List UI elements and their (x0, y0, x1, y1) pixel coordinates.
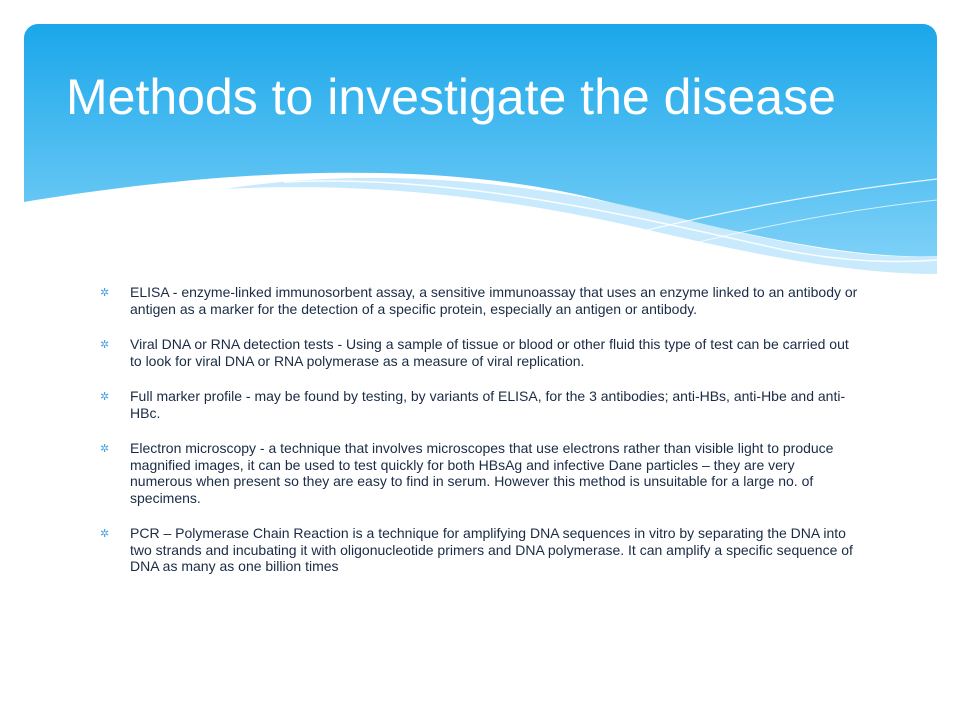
bullet-item-electron-microscopy (100, 440, 860, 506)
bullet-icon: ✲ (100, 339, 110, 351)
bullet-text: ELISA - enzyme-linked immunosorbent assay, a sensitive immunoassay that uses an enzyme linked to an antibody or antigen as a marker for the detection of a specific protein, especially an antigen or antibody. (130, 284, 858, 317)
bullet-list (100, 284, 860, 594)
header-banner (24, 24, 937, 274)
bullet-text: Viral DNA or RNA detection tests - Using a sample of tissue or blood or other fluid this type of test can be carried out to look for viral DNA or RNA polymerase as a measure of viral replication. (130, 336, 849, 369)
bullet-icon: ✲ (100, 528, 110, 540)
wave-decoration (24, 24, 937, 274)
bullet-icon: ✲ (100, 443, 110, 455)
slide-title: Methods to investigate the disease (66, 69, 836, 125)
bullet-text: Full marker profile - may be found by testing, by variants of ELISA, for the 3 antibodies; anti-HBs, anti-Hbe and anti-HBc. (130, 388, 846, 421)
bullet-item-marker-profile (100, 388, 860, 421)
bullet-item-pcr (100, 525, 860, 575)
bullet-icon: ✲ (100, 391, 110, 403)
bullet-text: PCR – Polymerase Chain Reaction is a technique for amplifying DNA sequences in vitro by separating the DNA into two strands and incubating it with oligonucleotide primers and DNA polymerase. It can amplify a specific sequence of DNA as many as one billion times (130, 525, 853, 574)
bullet-item-elisa (100, 284, 860, 317)
bullet-text: Electron microscopy - a technique that involves microscopes that use electrons rather than visible light to produce magnified images, it can be used to test quickly for both HBsAg and infective Dane particles – they are very numerous when present so they are easy to find in serum. However this method is unsuitable for a large no. of specimens. (130, 440, 834, 506)
bullet-item-viral-tests (100, 336, 860, 369)
bullet-icon: ✲ (100, 287, 110, 299)
